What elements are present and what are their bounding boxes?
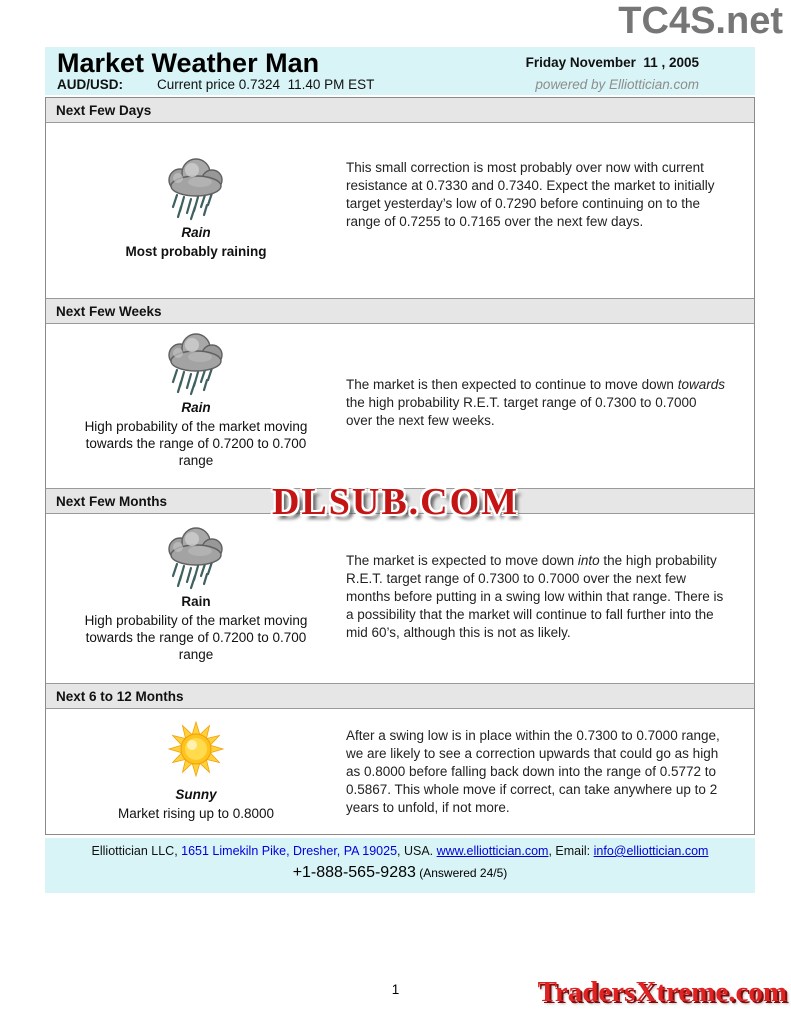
footer-address xyxy=(45,844,755,858)
section-next-6-to-12-months xyxy=(46,683,754,830)
page-title: Market Weather Man xyxy=(57,48,320,78)
country-text: , USA. xyxy=(397,844,437,858)
tradersxtreme-logo: TradersXtreme.com xyxy=(537,976,787,1008)
rain-icon xyxy=(157,155,235,221)
email-link[interactable]: info@elliottician.com xyxy=(593,844,709,858)
condition-caption: Market rising up to 0.8000 xyxy=(117,806,275,821)
street-address: 1651 Limekiln Pike, Dresher, PA 19025 xyxy=(181,844,398,858)
footer xyxy=(45,838,755,893)
page-number: 1 xyxy=(391,982,400,997)
website-link[interactable]: www.elliottician.com xyxy=(436,844,549,858)
report-date: Friday November 11 , 2005 xyxy=(525,55,699,70)
condition-label: Rain xyxy=(181,400,211,415)
phone-number: +1-888-565-9283 xyxy=(292,864,416,881)
section-body: The market is expected to move down into the high probability R.E.T. target range of 0.7300 to 0.7000 over the next few months before putting in a swing low within that range. There is a possibility that the market will continue to fall further into the mid 60’s, although this is not as likely. xyxy=(346,553,724,640)
section-body: After a swing low is in place within the 0.7300 to 0.7000 range, we are likely to see a correction upwards that could go as high as 0.8000 before falling back down into the range of 0.5772 to 0.5867. This whole move if correct, can take anywhere up to 2 years to unfold, if not more. xyxy=(346,728,720,815)
email-label: , Email: xyxy=(548,844,594,858)
section-next-few-weeks xyxy=(46,298,754,488)
dlsub-watermark: DLSUB.COM xyxy=(271,481,520,523)
section-heading: Next Few Days xyxy=(46,98,754,123)
section-heading: Next Few Weeks xyxy=(46,298,754,324)
section-heading: Next 6 to 12 Months xyxy=(46,683,754,709)
forecast-box xyxy=(45,97,755,835)
report-header xyxy=(45,47,755,95)
currency-pair-label: AUD/USD: xyxy=(57,77,123,92)
condition-caption: High probability of the market moving towards the range of 0.7200 to 0.700 range xyxy=(84,613,308,662)
condition-caption: High probability of the market moving towards the range of 0.7200 to 0.700 range xyxy=(84,419,308,468)
condition-label: Rain xyxy=(181,594,211,609)
rain-icon xyxy=(157,330,235,396)
rain-icon xyxy=(157,524,235,590)
company-name: Elliottician LLC, xyxy=(91,844,182,858)
condition-label: Sunny xyxy=(175,787,217,802)
condition-label: Rain xyxy=(181,225,211,240)
sun-icon xyxy=(157,717,235,783)
answered-note: (Answered 24/5) xyxy=(415,866,508,880)
powered-by-text: powered by Elliottician.com xyxy=(535,77,699,92)
section-body: The market is then expected to continue to move down towards the high probability R.E.T. target range of 0.7300 to 0.7000 over the next few weeks. xyxy=(346,377,725,428)
condition-caption: Most probably raining xyxy=(125,244,267,259)
section-heading: Next Few Months xyxy=(46,488,754,514)
tc4s-logo: TC4S.net xyxy=(618,0,783,42)
section-body: This small correction is most probably over now with current resistance at 0.7330 and 0.7340. Expect the market to initially target yesterday’s low of 0.7290 before continuing on to the range of 0.7255 to 0.7165 over the next few days. xyxy=(346,160,715,229)
current-price-text: Current price 0.7324 11.40 PM EST xyxy=(157,77,375,92)
section-next-few-days xyxy=(46,98,754,298)
